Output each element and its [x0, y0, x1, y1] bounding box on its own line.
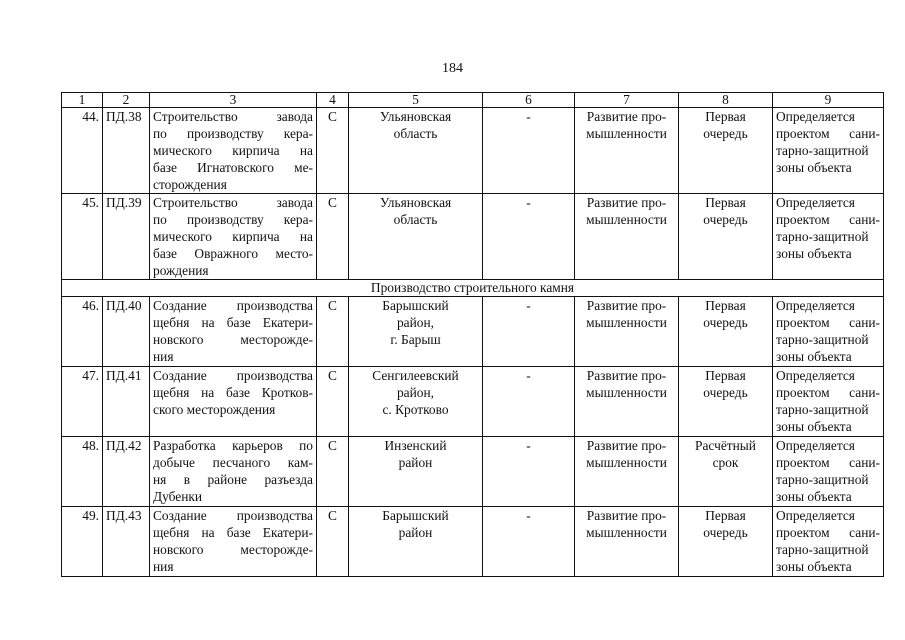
cell-text-line: рождения: [153, 263, 209, 278]
object-location: [349, 108, 483, 194]
cell-text-line: с. Кротково: [382, 402, 449, 417]
impact-zone: [773, 297, 884, 367]
cell-text-line: тарно-защитной: [776, 542, 869, 557]
cell-text-line: зоны объекта: [776, 489, 852, 504]
cell-text-line: мического кирпича на: [153, 143, 313, 158]
object-description: [150, 194, 317, 280]
cell-text-line: по производству кера-: [153, 212, 313, 227]
object-location: [349, 437, 483, 507]
column-6-value: -: [483, 194, 575, 280]
object-purpose: [575, 108, 679, 194]
object-type: С: [317, 507, 349, 577]
object-code: ПД.43: [103, 507, 150, 577]
cell-text-line: новского месторожде-: [153, 542, 313, 557]
object-type: С: [317, 194, 349, 280]
cell-text-line: Определяется: [776, 508, 855, 523]
cell-text-line: зоны объекта: [776, 559, 852, 574]
cell-text-line: Барышский: [382, 508, 449, 523]
row-number: 49.: [62, 507, 103, 577]
cell-text-line: Определяется: [776, 438, 855, 453]
implementation-stage: [679, 108, 773, 194]
cell-text-line: зоны объекта: [776, 160, 852, 175]
column-number: 8: [679, 93, 773, 108]
cell-text-line: ня в районе разъезда: [153, 472, 313, 487]
column-number: 9: [773, 93, 884, 108]
object-code: ПД.38: [103, 108, 150, 194]
cell-text-line: проектом сани-: [776, 212, 880, 227]
cell-text-line: базе Игнатовского ме-: [153, 160, 313, 175]
object-code: ПД.40: [103, 297, 150, 367]
cell-text-line: зоны объекта: [776, 349, 852, 364]
impact-zone: [773, 367, 884, 437]
cell-text-line: новского месторожде-: [153, 332, 313, 347]
cell-text-line: Расчётный: [695, 438, 756, 453]
cell-text-line: ния: [153, 559, 174, 574]
cell-text-line: Определяется: [776, 195, 855, 210]
cell-text-line: Первая: [705, 109, 746, 124]
object-description: [150, 367, 317, 437]
column-number: 1: [62, 93, 103, 108]
cell-text-line: Создание производства: [153, 508, 313, 523]
cell-text-line: тарно-защитной: [776, 332, 869, 347]
row-number: 48.: [62, 437, 103, 507]
impact-zone: [773, 507, 884, 577]
object-description: [150, 437, 317, 507]
section-row: [62, 280, 884, 297]
cell-text-line: очередь: [703, 315, 748, 330]
cell-text-line: район,: [396, 315, 434, 330]
table-row: [62, 507, 884, 577]
cell-text-line: Дубенки: [153, 489, 203, 504]
object-description: [150, 507, 317, 577]
cell-text-line: зоны объекта: [776, 246, 852, 261]
column-number: 4: [317, 93, 349, 108]
object-description: [150, 108, 317, 194]
cell-text-line: проектом сани-: [776, 126, 880, 141]
table-body: [62, 93, 884, 577]
cell-text-line: очередь: [703, 126, 748, 141]
object-location: [349, 297, 483, 367]
object-code: ПД.39: [103, 194, 150, 280]
cell-text-line: щебня на базе Екатери-: [153, 315, 313, 330]
cell-text-line: Создание производства: [153, 368, 313, 383]
cell-text-line: проектом сани-: [776, 315, 880, 330]
implementation-stage: [679, 367, 773, 437]
cell-text-line: область: [393, 212, 438, 227]
cell-text-line: область: [393, 126, 438, 141]
cell-text-line: Определяется: [776, 368, 855, 383]
table-row: [62, 108, 884, 194]
cell-text-line: ского месторождения: [153, 402, 276, 417]
column-6-value: -: [483, 437, 575, 507]
object-purpose: [575, 194, 679, 280]
object-location: [349, 367, 483, 437]
cell-text-line: тарно-защитной: [776, 229, 869, 244]
cell-text-line: Развитие про-: [586, 438, 667, 453]
column-number: 3: [150, 93, 317, 108]
row-number: 46.: [62, 297, 103, 367]
cell-text-line: тарно-защитной: [776, 402, 869, 417]
impact-zone: [773, 108, 884, 194]
column-number-row: [62, 93, 884, 108]
cell-text-line: очередь: [703, 212, 748, 227]
object-type: С: [317, 367, 349, 437]
cell-text-line: район: [398, 455, 433, 470]
implementation-stage: [679, 297, 773, 367]
cell-text-line: Разработка карьеров по: [153, 438, 313, 453]
object-location: [349, 507, 483, 577]
implementation-stage: [679, 194, 773, 280]
object-type: С: [317, 108, 349, 194]
cell-text-line: район: [398, 525, 433, 540]
cell-text-line: щебня на базе Кротков-: [153, 385, 313, 400]
cell-text-line: Строительство завода: [153, 109, 313, 124]
impact-zone: [773, 437, 884, 507]
cell-text-line: срок: [712, 455, 739, 470]
object-type: С: [317, 437, 349, 507]
impact-zone: [773, 194, 884, 280]
cell-text-line: Строительство завода: [153, 195, 313, 210]
cell-text-line: Барышский: [382, 298, 449, 313]
cell-text-line: район,: [396, 385, 434, 400]
cell-text-line: Первая: [705, 298, 746, 313]
object-type: С: [317, 297, 349, 367]
page-number: 184: [442, 61, 463, 76]
cell-text-line: мического кирпича на: [153, 229, 313, 244]
cell-text-line: ния: [153, 349, 174, 364]
implementation-stage: [679, 507, 773, 577]
cell-text-line: Развитие про-: [586, 298, 667, 313]
cell-text-line: Ульяновская: [379, 109, 452, 124]
row-number: 44.: [62, 108, 103, 194]
cell-text-line: Первая: [705, 508, 746, 523]
object-code: ПД.42: [103, 437, 150, 507]
row-number: 45.: [62, 194, 103, 280]
cell-text-line: щебня на базе Екатери-: [153, 525, 313, 540]
cell-text-line: зоны объекта: [776, 419, 852, 434]
column-number: 7: [575, 93, 679, 108]
cell-text-line: Инзенский: [384, 438, 447, 453]
column-6-value: -: [483, 507, 575, 577]
table-row: [62, 367, 884, 437]
cell-text-line: Первая: [705, 368, 746, 383]
cell-text-line: очередь: [703, 525, 748, 540]
cell-text-line: Определяется: [776, 298, 855, 313]
section-title: Производство строительного камня: [62, 280, 884, 297]
object-purpose: [575, 297, 679, 367]
object-purpose: [575, 367, 679, 437]
table-row: [62, 437, 884, 507]
table-row: [62, 297, 884, 367]
cell-text-line: Первая: [705, 195, 746, 210]
row-number: 47.: [62, 367, 103, 437]
object-code: ПД.41: [103, 367, 150, 437]
cell-text-line: Ульяновская: [379, 195, 452, 210]
cell-text-line: тарно-защитной: [776, 143, 869, 158]
column-6-value: -: [483, 108, 575, 194]
column-number: 2: [103, 93, 150, 108]
cell-text-line: проектом сани-: [776, 525, 880, 540]
cell-text-line: тарно-защитной: [776, 472, 869, 487]
cell-text-line: Сенгилеевский: [372, 368, 459, 383]
cell-text-line: Развитие про-: [586, 368, 667, 383]
cell-text-line: добыче песчаного кам-: [153, 455, 313, 470]
cell-text-line: сторождения: [153, 177, 227, 192]
cell-text-line: очередь: [703, 385, 748, 400]
object-description: [150, 297, 317, 367]
cell-text-line: мышленности: [586, 455, 667, 470]
cell-text-line: мышленности: [586, 126, 667, 141]
cell-text-line: Развитие про-: [586, 508, 667, 523]
cell-text-line: мышленности: [586, 212, 667, 227]
column-number: 5: [349, 93, 483, 108]
cell-text-line: проектом сани-: [776, 455, 880, 470]
column-6-value: -: [483, 297, 575, 367]
cell-text-line: Развитие про-: [586, 195, 667, 210]
object-purpose: [575, 437, 679, 507]
cell-text-line: мышленности: [586, 525, 667, 540]
cell-text-line: Определяется: [776, 109, 855, 124]
cell-text-line: мышленности: [586, 385, 667, 400]
cell-text-line: по производству кера-: [153, 126, 313, 141]
cell-text-line: базе Овражного место-: [153, 246, 313, 261]
object-purpose: [575, 507, 679, 577]
objects-table: [61, 92, 884, 577]
cell-text-line: мышленности: [586, 315, 667, 330]
implementation-stage: [679, 437, 773, 507]
cell-text-line: г. Барыш: [390, 332, 441, 347]
cell-text-line: Развитие про-: [586, 109, 667, 124]
column-number: 6: [483, 93, 575, 108]
object-location: [349, 194, 483, 280]
cell-text-line: Создание производства: [153, 298, 313, 313]
cell-text-line: проектом сани-: [776, 385, 880, 400]
table-row: [62, 194, 884, 280]
column-6-value: -: [483, 367, 575, 437]
